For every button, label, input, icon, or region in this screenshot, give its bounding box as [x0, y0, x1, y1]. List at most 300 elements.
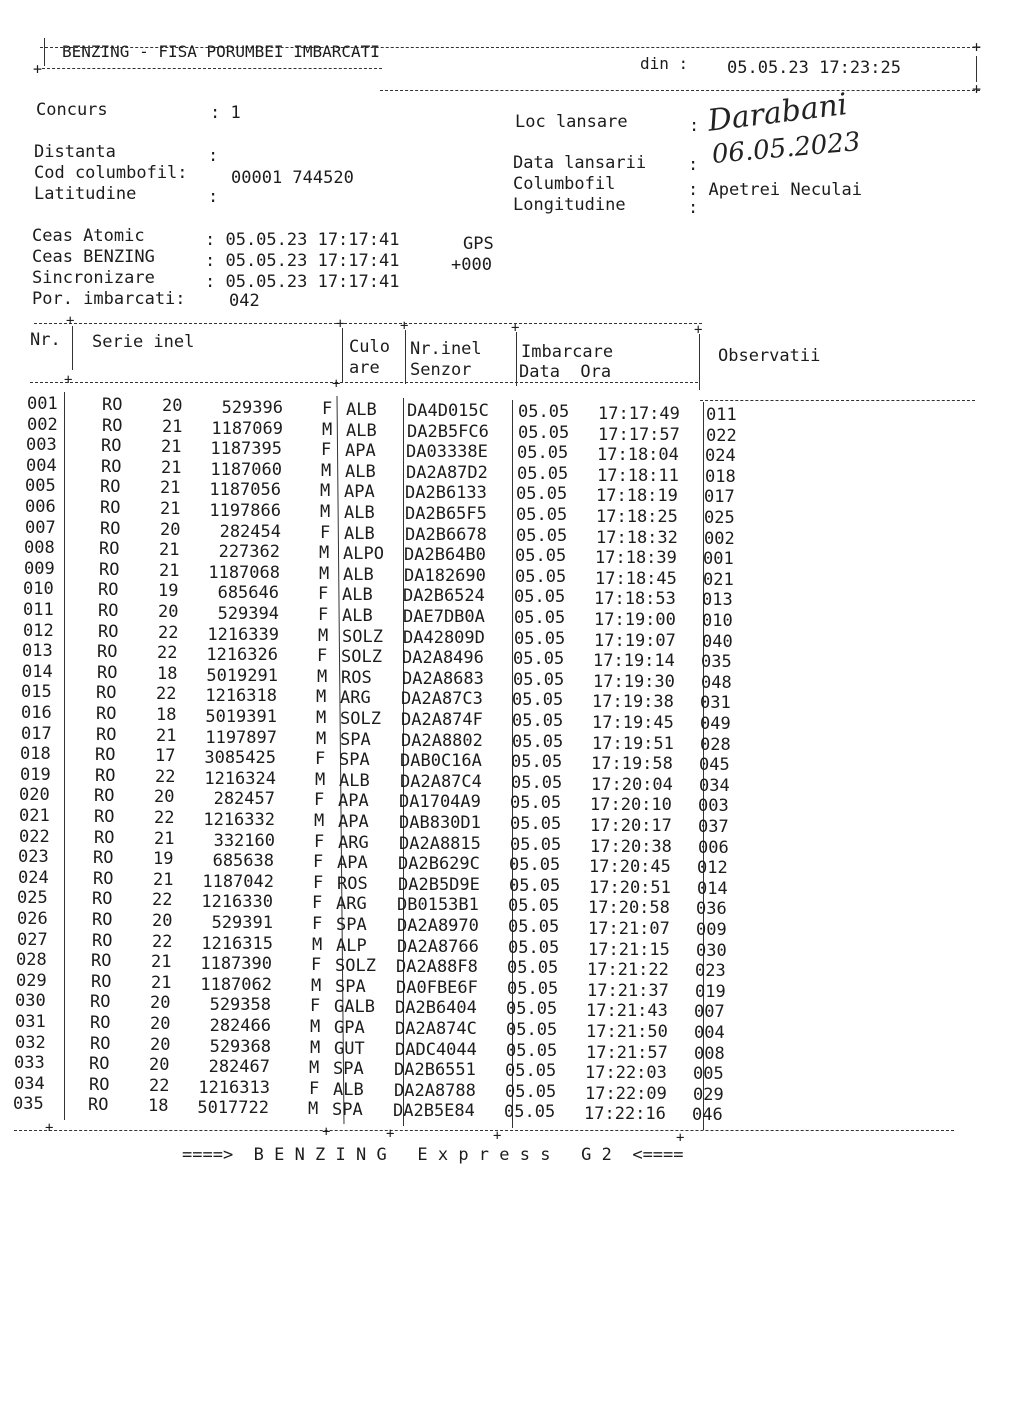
cell-tara: RO [101, 456, 122, 477]
cell-senzor: DA2B65F5 [405, 504, 487, 524]
cell-tara: RO [94, 807, 115, 827]
table-row [0, 1094, 1024, 1126]
concurs-value: : 1 [210, 103, 241, 123]
cell-sex: M [308, 1099, 319, 1120]
cell-senzor: DA2B6404 [395, 998, 477, 1019]
cell-sex: F [312, 893, 323, 914]
cell-an: 20 [150, 1034, 171, 1055]
cell-sex: F [321, 440, 332, 461]
cell-tara: RO [100, 518, 121, 539]
ceas-atomic-value: : 05.05.23 17:17:41 [205, 230, 400, 250]
cell-inel: 1216330 [201, 892, 273, 913]
cell-tara: RO [89, 1074, 110, 1095]
cell-data: 05.05 [506, 1020, 558, 1040]
cell-inel: 529368 [209, 1036, 271, 1057]
column-header-nr-inel: Nr.inel [410, 339, 482, 359]
cell-sex: F [313, 852, 324, 873]
cell-sex: M [319, 563, 330, 584]
header-sep-1 [72, 326, 73, 370]
cell-ora: 17:21:50 [586, 1022, 668, 1042]
cell-data: 05.05 [508, 937, 560, 958]
cell-nr: 020 [19, 785, 50, 806]
cell-ora: 17:20:58 [588, 898, 670, 919]
cell-ora: 17:19:00 [594, 610, 676, 630]
cell-an: 21 [153, 869, 174, 890]
cell-tara: RO [93, 868, 114, 889]
cell-inel: 5019391 [205, 707, 277, 727]
cell-tara: RO [99, 559, 120, 580]
cell-nr: 003 [26, 435, 57, 456]
header-sep-4 [516, 332, 517, 386]
cell-ora: 17:21:15 [588, 939, 670, 960]
cell-nr: 005 [25, 476, 56, 497]
cell-an: 20 [152, 911, 173, 931]
cell-ora: 17:20:38 [590, 836, 672, 857]
cell-nr: 021 [19, 806, 50, 826]
cell-senzor: DA2B64B0 [404, 545, 486, 566]
cell-obs: 046 [692, 1105, 723, 1126]
cell-ora: 17:22:03 [585, 1063, 667, 1084]
cell-sex: F [310, 996, 321, 1017]
cell-nr: 011 [23, 600, 54, 620]
cell-obs: 024 [705, 446, 736, 467]
cell-senzor: DAE7DB0A [403, 607, 485, 627]
cell-obs: 019 [695, 981, 726, 1002]
cell-tara: RO [92, 930, 113, 951]
cell-sex: M [314, 811, 325, 831]
header-plus-tr: + [972, 38, 982, 56]
cell-obs: 048 [701, 672, 732, 693]
cell-inel: 1216313 [198, 1077, 270, 1098]
cell-obs: 010 [702, 611, 733, 631]
cell-nr: 032 [15, 1032, 46, 1053]
cell-culoare: ALB [333, 1079, 364, 1100]
ceas-benzing-offset: +000 [451, 255, 492, 275]
cell-nr: 025 [17, 888, 48, 909]
cell-an: 21 [160, 478, 181, 499]
cell-inel: 1187395 [210, 439, 282, 460]
cell-senzor: DA2B6551 [394, 1060, 476, 1081]
cell-sex: M [316, 728, 327, 749]
cell-sex: M [312, 934, 323, 955]
cell-inel: 1187056 [209, 480, 281, 501]
cell-ora: 17:18:53 [594, 589, 676, 610]
cell-data: 05.05 [512, 711, 564, 731]
cell-obs: 049 [700, 714, 731, 734]
cell-culoare: ALB [344, 523, 375, 544]
column-header-senzor: Senzor [410, 360, 472, 380]
cell-sex: M [321, 460, 332, 481]
cell-ora: 17:17:57 [598, 424, 680, 445]
cell-inel: 332160 [213, 830, 275, 851]
cell-ora: 17:21:07 [588, 919, 670, 939]
cell-data: 05.05 [504, 1102, 556, 1123]
cell-nr: 027 [17, 929, 48, 950]
cell-data: 05.05 [508, 896, 560, 917]
cell-senzor: DAB0C16A [400, 751, 482, 772]
cell-senzor: DADC4044 [395, 1039, 477, 1060]
cell-an: 21 [154, 828, 175, 849]
cell-an: 19 [158, 581, 179, 602]
cell-data: 05.05 [511, 772, 563, 793]
cell-culoare: ALB [345, 461, 376, 482]
cell-tara: RO [95, 765, 116, 786]
cell-senzor: DA2A8970 [397, 916, 479, 936]
ceas-benzing-label: Ceas BENZING [32, 247, 155, 267]
loc-lansare-label: Loc lansare [515, 112, 628, 132]
cell-culoare: ALB [346, 420, 377, 441]
plus-8: + [45, 1120, 54, 1136]
cell-culoare: APA [337, 853, 368, 874]
cell-data: 05.05 [518, 402, 570, 422]
cell-tara: RO [97, 662, 118, 683]
cell-tara: RO [88, 1095, 109, 1116]
cell-obs: 035 [701, 652, 732, 673]
cell-inel: 529391 [211, 913, 273, 933]
cod-columbofil-value: 00001 744520 [231, 168, 354, 188]
cell-an: 21 [156, 725, 177, 746]
cell-tara: RO [102, 395, 123, 415]
cell-tara: RO [90, 1033, 111, 1054]
cell-obs: 007 [694, 1002, 725, 1023]
cell-obs: 013 [702, 590, 733, 611]
cell-obs: 034 [699, 775, 730, 796]
cell-inel: 1187042 [202, 871, 274, 892]
cell-nr: 009 [24, 558, 55, 579]
cell-inel: 529358 [209, 995, 271, 1016]
cod-columbofil-label: Cod columbofil: [34, 163, 188, 183]
cell-inel: 282454 [219, 521, 281, 542]
table-bottom-line [14, 1130, 954, 1131]
cell-data: 05.05 [510, 793, 562, 814]
cell-nr: 014 [22, 661, 53, 682]
cell-an: 20 [150, 993, 171, 1014]
cell-senzor: DB0153B1 [397, 895, 479, 916]
longitudine-value: : [688, 198, 699, 218]
cell-tara: RO [99, 539, 120, 560]
cell-culoare: ALP [336, 935, 367, 956]
cell-tara: RO [101, 436, 122, 457]
cell-inel: 5019291 [206, 665, 278, 686]
plus-9: + [322, 1124, 331, 1140]
cell-culoare: ARG [338, 832, 369, 853]
cell-ora: 17:19:30 [593, 671, 675, 692]
cell-obs: 002 [704, 528, 735, 549]
cell-sex: M [311, 975, 322, 996]
cell-culoare: SPA [339, 750, 370, 771]
table-header-bottom-line [30, 382, 698, 383]
distanta-label: Distanta [34, 142, 116, 162]
table-header-top-line [34, 323, 702, 324]
cell-inel: 1216326 [206, 645, 278, 666]
cell-senzor: DA42809D [403, 627, 485, 648]
cell-sex: M [316, 687, 327, 708]
plus-6: + [64, 372, 73, 388]
cell-data: 05.05 [509, 855, 561, 876]
cell-sex: M [319, 543, 330, 564]
cell-sex: M [316, 708, 327, 728]
cell-ora: 17:19:38 [592, 692, 674, 713]
distanta-value: : [208, 146, 219, 166]
cell-inel: 1187060 [210, 459, 282, 480]
cell-data: 05.05 [514, 628, 566, 649]
cell-obs: 008 [694, 1043, 725, 1064]
column-header-culoare-2: are [349, 358, 380, 378]
cell-culoare: SOLZ [340, 709, 381, 729]
plus-1: + [66, 313, 75, 329]
column-header-culoare-1: Culo [349, 337, 390, 357]
cell-obs: 018 [705, 466, 736, 487]
cell-culoare: ALB [342, 606, 373, 626]
cell-senzor: DA1704A9 [399, 792, 481, 813]
columbofil-label: Columbofil [513, 174, 616, 194]
cell-ora: 17:18:19 [596, 486, 678, 507]
cell-inel: 282457 [213, 789, 275, 810]
cell-culoare: GPA [334, 1018, 365, 1038]
cell-data: 05.05 [517, 443, 569, 464]
cell-ora: 17:18:11 [597, 465, 679, 486]
cell-ora: 17:20:45 [589, 857, 671, 878]
cell-nr: 002 [27, 414, 58, 435]
longitudine-label: Longitudine [513, 195, 626, 215]
cell-an: 20 [162, 396, 183, 416]
cell-culoare: ALB [346, 400, 377, 420]
cell-inel: 1216332 [203, 810, 275, 830]
cell-obs: 012 [697, 858, 728, 879]
cell-sex: F [317, 646, 328, 667]
cell-an: 18 [148, 1096, 169, 1117]
header-plus-bl: + [33, 60, 43, 78]
cell-nr: 013 [22, 641, 53, 662]
cell-obs: 025 [704, 508, 735, 528]
cell-obs: 005 [693, 1064, 724, 1085]
columbofil-value: : Apetrei Neculai [688, 180, 862, 200]
cell-senzor: DA2A874C [395, 1019, 477, 1039]
cell-nr: 033 [14, 1053, 45, 1074]
cell-an: 18 [157, 663, 178, 684]
cell-nr: 008 [24, 538, 55, 559]
cell-sex: M [320, 502, 331, 522]
cell-data: 05.05 [516, 484, 568, 505]
cell-sex: F [309, 1078, 320, 1099]
cell-tara: RO [92, 910, 113, 930]
header-sep-3 [405, 330, 406, 384]
document-title: BENZING - FISA PORUMBEI IMBARCATI [62, 42, 380, 61]
cell-an: 21 [159, 540, 180, 561]
sincronizare-value: : 05.05.23 17:17:41 [205, 272, 400, 292]
cell-ora: 17:18:25 [596, 507, 678, 527]
cell-tara: RO [98, 621, 119, 642]
cell-ora: 17:22:09 [585, 1083, 667, 1104]
cell-data: 05.05 [518, 422, 570, 443]
plus-10: + [386, 1126, 395, 1142]
cell-data: 05.05 [505, 1061, 557, 1082]
cell-tara: RO [94, 827, 115, 848]
cell-culoare: SOLZ [341, 647, 382, 668]
cell-ora: 17:21:43 [586, 1001, 668, 1022]
cell-tara: RO [100, 498, 121, 518]
cell-nr: 004 [26, 455, 57, 476]
cell-an: 22 [152, 931, 173, 952]
cell-inel: 1187390 [200, 954, 272, 975]
cell-sex: M [317, 666, 328, 687]
cell-nr: 016 [21, 703, 52, 723]
cell-obs: 011 [706, 405, 737, 425]
cell-data: 05.05 [515, 566, 567, 587]
cell-sex: F [312, 914, 323, 934]
cell-nr: 035 [13, 1094, 44, 1115]
cell-data: 05.05 [506, 999, 558, 1020]
concurs-label: Concurs [36, 100, 108, 120]
cell-ora: 17:17:49 [598, 404, 680, 424]
cell-nr: 030 [15, 991, 46, 1012]
cell-nr: 034 [14, 1073, 45, 1094]
header-right-border [976, 56, 977, 82]
cell-data: 05.05 [514, 608, 566, 628]
cell-nr: 001 [27, 394, 58, 414]
cell-culoare: ARG [340, 688, 371, 709]
cell-ora: 17:18:39 [595, 548, 677, 569]
cell-inel: 3085425 [204, 748, 276, 769]
cell-inel: 1187068 [208, 562, 280, 583]
column-header-nr: Nr. [30, 330, 61, 350]
cell-nr: 023 [18, 847, 49, 868]
cell-an: 21 [151, 972, 172, 993]
cell-inel: 685646 [217, 583, 279, 604]
cell-culoare: GUT [334, 1038, 365, 1059]
ceas-benzing-value: : 05.05.23 17:17:41 [205, 251, 400, 271]
cell-ora: 17:21:57 [586, 1042, 668, 1063]
cell-an: 22 [156, 684, 177, 705]
cell-senzor: DA2B5E84 [393, 1101, 475, 1122]
cell-inel: 529396 [221, 398, 283, 418]
cell-an: 20 [158, 602, 179, 622]
header-sep-2 [342, 328, 343, 382]
cell-sex: M [322, 419, 333, 440]
cell-culoare: ROS [341, 667, 372, 688]
cell-sex: M [315, 769, 326, 790]
cell-culoare: GALB [334, 997, 375, 1018]
cell-ora: 17:22:16 [584, 1104, 666, 1125]
cell-tara: RO [100, 477, 121, 498]
cell-senzor: DA2B6524 [403, 586, 485, 607]
cell-obs: 014 [697, 878, 728, 899]
cell-data: 05.05 [507, 958, 559, 979]
cell-data: 05.05 [507, 978, 559, 999]
cell-sex: M [318, 625, 329, 646]
cell-obs: 003 [698, 796, 729, 817]
cell-inel: 5017722 [197, 1098, 269, 1119]
cell-senzor: DA2A8766 [397, 936, 479, 957]
cell-data: 05.05 [508, 917, 560, 937]
cell-culoare: ALB [343, 564, 374, 585]
cell-senzor: DA2A8496 [402, 648, 484, 669]
cell-ora: 17:20:04 [591, 774, 673, 795]
cell-obs: 028 [700, 734, 731, 755]
cell-nr: 026 [17, 909, 48, 929]
cell-ora: 17:19:51 [592, 733, 674, 754]
cell-sex: F [318, 584, 329, 605]
cell-culoare: SPA [335, 976, 366, 997]
cell-tara: RO [102, 415, 123, 436]
cell-culoare: SPA [340, 729, 371, 750]
cell-tara: RO [94, 786, 115, 807]
cell-culoare: SOLZ [342, 626, 383, 647]
header-bottom-border [380, 90, 980, 91]
cell-obs: 036 [696, 899, 727, 920]
cell-culoare: APA [338, 791, 369, 812]
cell-inel: 1216324 [204, 768, 276, 789]
cell-ora: 17:21:22 [587, 960, 669, 981]
plus-4: + [511, 320, 520, 336]
cell-inel: 1216315 [201, 933, 273, 954]
cell-sex: M [310, 1037, 321, 1058]
cell-data: 05.05 [510, 834, 562, 855]
cell-data: 05.05 [513, 649, 565, 670]
cell-senzor: DA2A87C3 [401, 689, 483, 710]
cell-tara: RO [93, 848, 114, 869]
cell-nr: 012 [23, 620, 54, 641]
cell-obs: 022 [706, 425, 737, 446]
cell-an: 21 [159, 560, 180, 581]
cell-obs: 021 [703, 569, 734, 590]
cell-data: 05.05 [509, 875, 561, 896]
cell-ora: 17:20:10 [590, 795, 672, 816]
cell-tara: RO [89, 1054, 110, 1075]
cell-nr: 028 [16, 950, 47, 971]
cell-senzor: DA0FBE6F [396, 977, 478, 998]
plus-3: + [400, 318, 409, 334]
cell-an: 22 [157, 643, 178, 664]
ceas-atomic-label: Ceas Atomic [32, 226, 145, 246]
cell-senzor: DA03338E [406, 442, 488, 463]
header-left-border [44, 38, 45, 66]
cell-senzor: DA2A8683 [402, 668, 484, 689]
cell-sex: F [315, 749, 326, 770]
cell-obs: 017 [704, 487, 735, 508]
cell-ora: 17:19:45 [592, 713, 674, 733]
cell-culoare: APA [345, 441, 376, 462]
cell-sex: F [314, 831, 325, 852]
data-lansarii-handwritten: 06.05.2023 [710, 127, 862, 170]
loc-lansare-handwritten: Darabani [705, 87, 850, 139]
cell-nr: 010 [23, 579, 54, 600]
cell-culoare: ALB [342, 585, 373, 606]
cell-inel: 685638 [212, 851, 274, 872]
cell-data: 05.05 [512, 731, 564, 752]
cell-sex: M [310, 1017, 321, 1037]
cell-an: 22 [154, 808, 175, 828]
cell-data: 05.05 [516, 525, 568, 546]
cell-data: 05.05 [517, 463, 569, 484]
cell-ora: 17:18:04 [597, 445, 679, 466]
cell-nr: 006 [25, 497, 56, 517]
cell-tara: RO [90, 992, 111, 1013]
porumbei-imbarcati-label: Por. imbarcati: [32, 289, 186, 309]
cell-obs: 023 [695, 961, 726, 982]
plus-5: + [694, 322, 703, 338]
cell-inel: 1197897 [205, 727, 277, 748]
cell-nr: 007 [25, 517, 56, 538]
cell-obs: 045 [699, 755, 730, 776]
column-header-imbarcare: Imbarcare [521, 342, 614, 362]
cell-obs: 029 [693, 1084, 724, 1105]
cell-ora: 17:19:07 [594, 630, 676, 651]
cell-ora: 17:20:51 [589, 877, 671, 898]
cell-nr: 022 [19, 826, 50, 847]
plus-7: + [332, 376, 341, 392]
cell-sex: F [311, 955, 322, 976]
